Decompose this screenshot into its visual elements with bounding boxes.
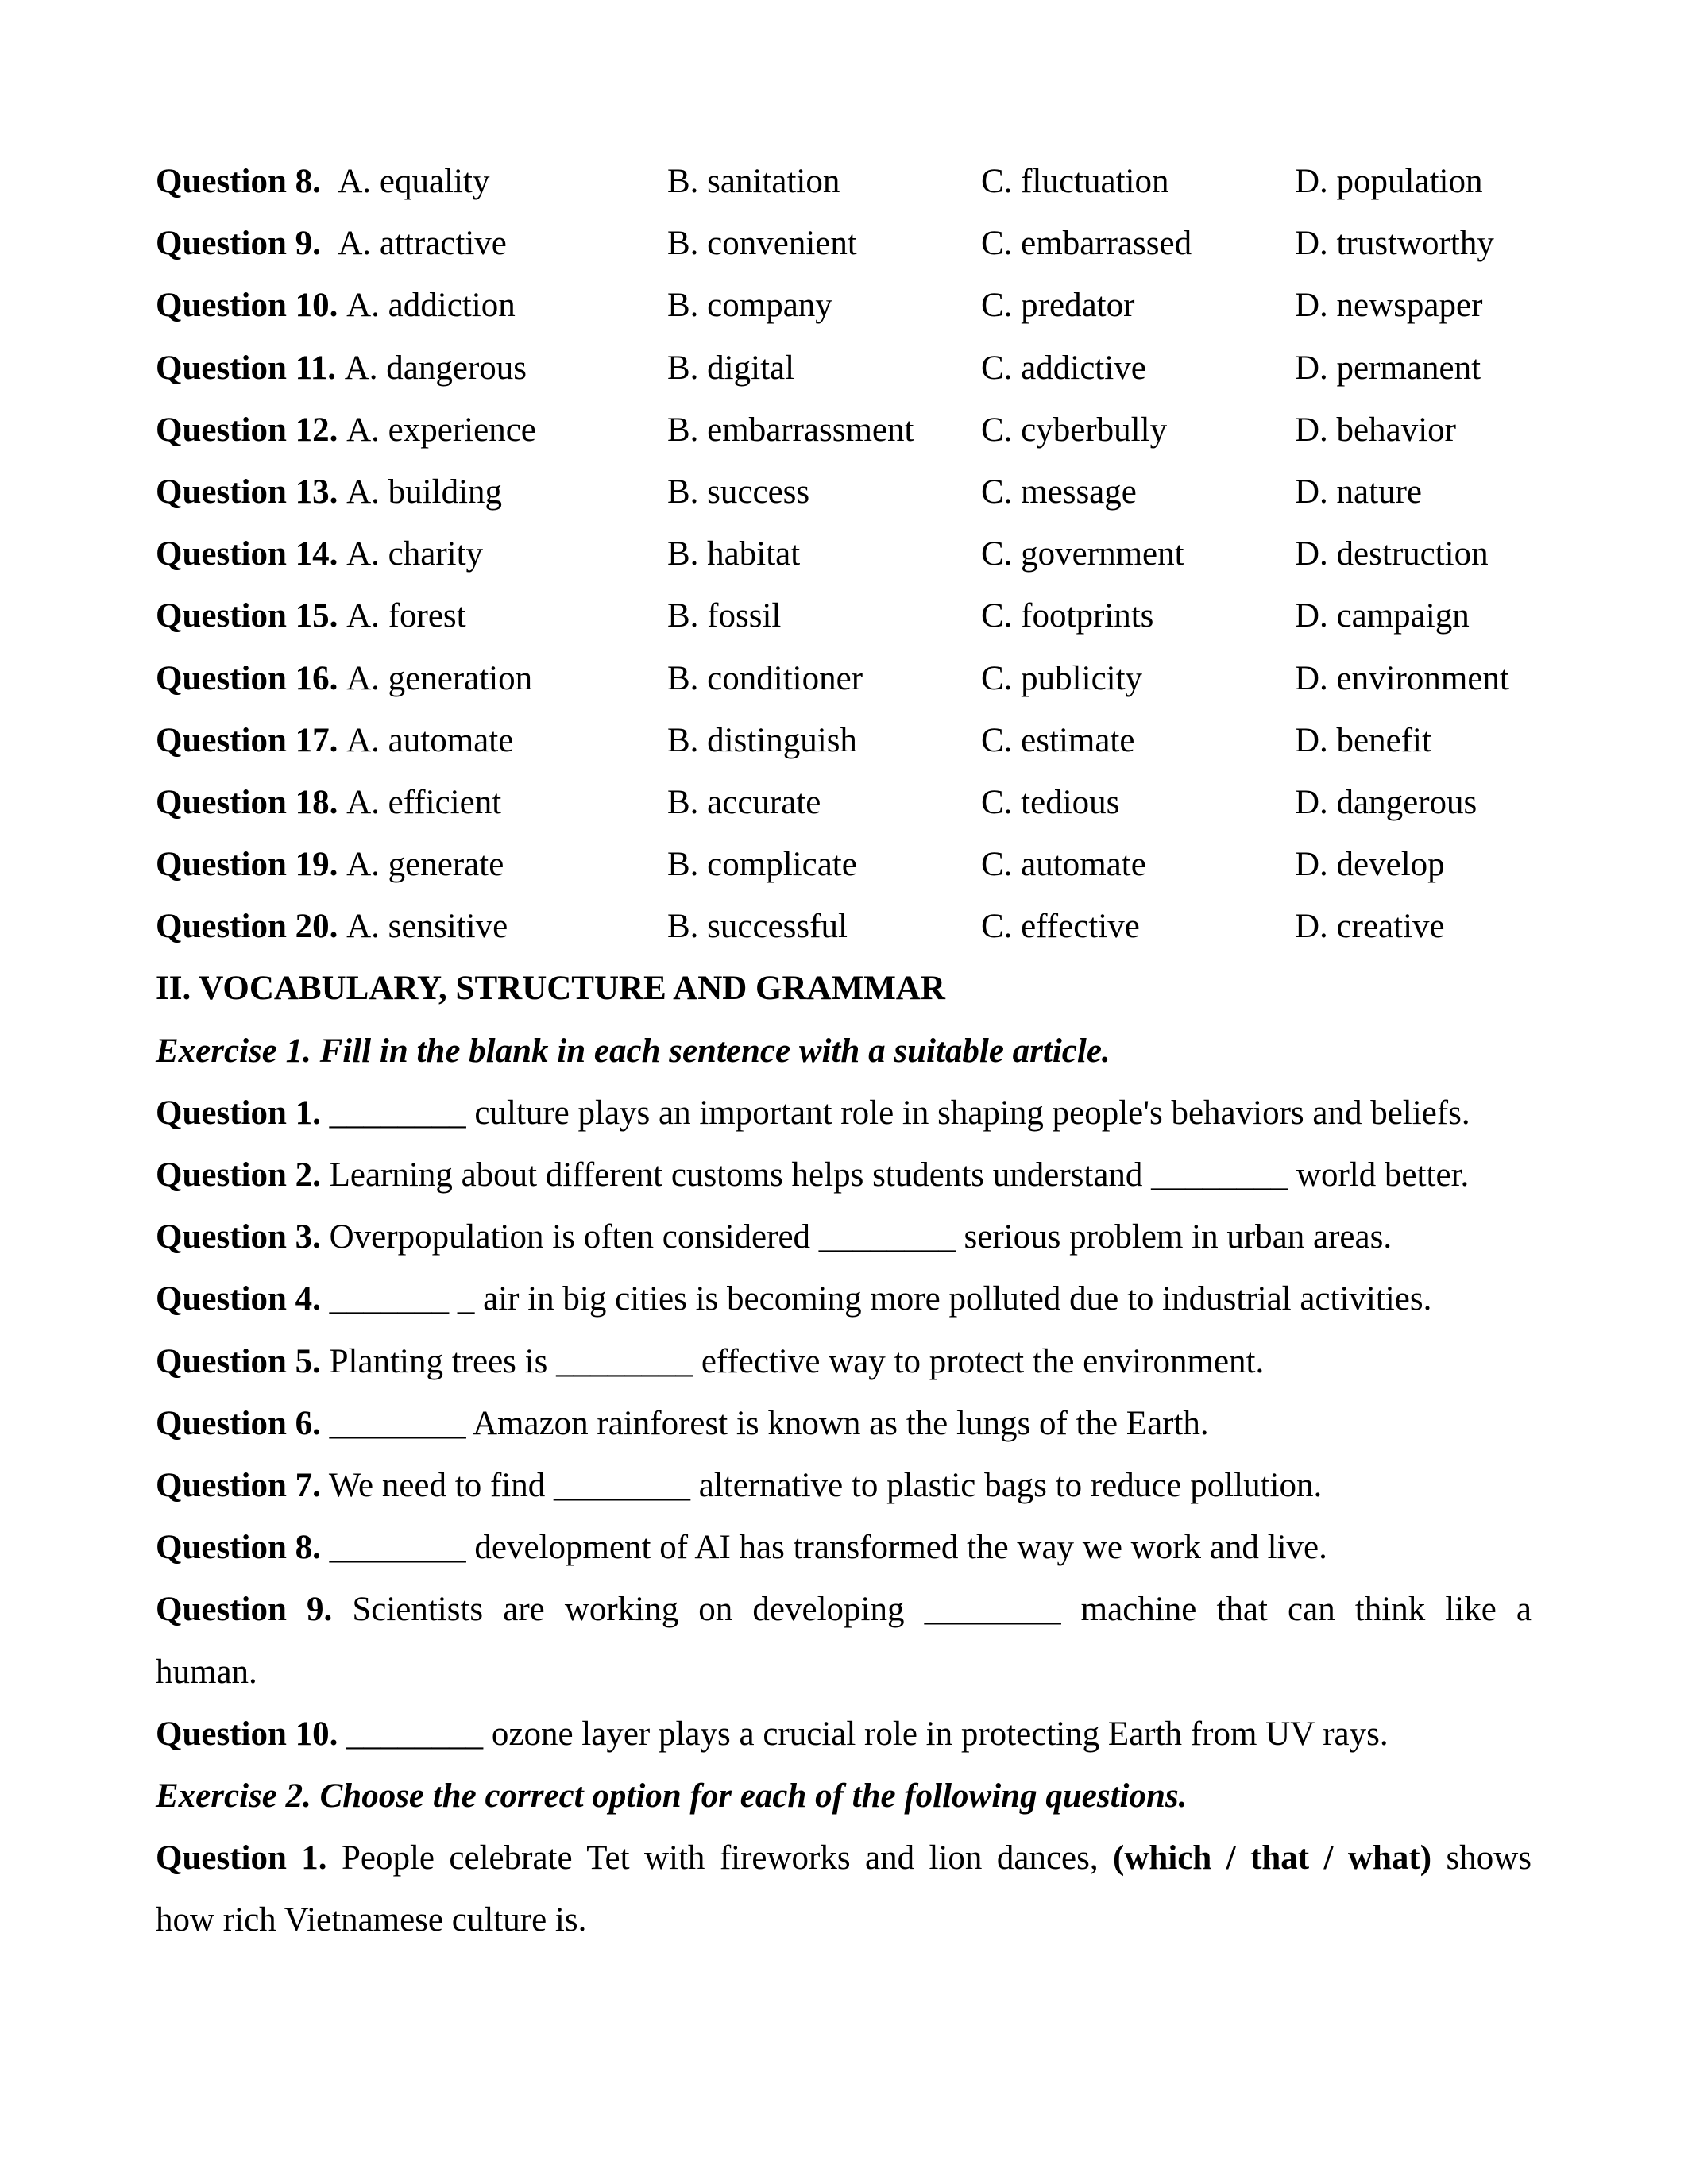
option-row [156,338,1532,399]
question-label: Question 10. [156,1715,338,1753]
question-label: Question 9. [156,225,321,263]
question-label: Question 5. [156,1342,321,1380]
option-row [156,648,1532,710]
option-b: B. habitat [667,535,801,573]
option-d: D. benefit [1295,721,1431,759]
option-a: A. efficient [346,783,502,821]
option-a-cell [156,648,532,710]
option-row [156,399,1532,461]
section-heading: II. VOCABULARY, STRUCTURE AND GRAMMAR [156,970,945,1008]
option-c: C. addictive [981,349,1146,387]
option-b: B. company [667,287,832,325]
pronunciation-options-section [156,151,1532,958]
option-a-cell [156,461,502,523]
option-b: B. sanitation [667,163,840,200]
option-b: B. embarrassment [667,411,914,449]
exercise-1-question [156,1517,1532,1579]
question-label: Question 7. [156,1466,321,1504]
option-d: D. newspaper [1295,287,1483,325]
question-label: Question 9. [156,1591,333,1629]
question-label: Question 15. [156,597,338,635]
option-row [156,461,1532,523]
option-d: D. permanent [1295,349,1481,387]
option-row [156,834,1532,896]
option-c: C. footprints [981,597,1154,635]
option-b: B. accurate [667,783,821,821]
option-row [156,275,1532,337]
question-text: ________ ozone layer plays a crucial role in protecting Earth from UV rays. [338,1715,1389,1753]
exercise-1-question-9 [156,1579,1532,1703]
question-text: Scientists are working on developing ________ machine that can think like a [332,1591,1532,1629]
option-b: B. convenient [667,225,857,263]
option-a: A. building [346,473,503,511]
option-a: A. generate [346,846,504,884]
option-a: A. charity [346,535,484,573]
answer-options: (which / that / what) [1113,1839,1432,1877]
question-text: ________ development of AI has transformed the way we work and live. [320,1529,1327,1567]
question-label: Question 11. [156,349,336,387]
exercise-1-question [156,1082,1532,1144]
option-a: A. experience [346,411,536,449]
option-c: C. predator [981,287,1135,325]
option-a: A. automate [346,721,514,759]
question-label: Question 18. [156,783,338,821]
question-text: ________ Amazon rainforest is known as the lungs of the Earth. [320,1404,1209,1442]
option-d: D. environment [1295,659,1509,697]
option-row [156,151,1532,213]
option-c: C. government [981,535,1184,573]
question-text-end: shows [1431,1839,1532,1877]
option-d: D. dangerous [1295,783,1477,821]
question-1-line-1 [156,1827,1532,1889]
option-a: A. equality [338,163,490,200]
option-d: D. creative [1295,908,1445,946]
option-d: D. nature [1295,473,1422,511]
option-a-cell [156,585,466,647]
option-c: C. effective [981,908,1140,946]
option-b: B. successful [667,908,848,946]
question-label: Question 16. [156,659,338,697]
option-a: A. generation [346,659,533,697]
option-d: D. population [1295,163,1483,200]
option-c: C. embarrassed [981,225,1192,263]
option-a-cell [156,710,513,772]
question-9-line-1 [156,1579,1532,1641]
option-a: A. addiction [346,287,516,325]
exercise-1-title: Exercise 1. Fill in the blank in each sentence with a suitable article. [156,1032,1111,1070]
question-text: Planting trees is ________ effective way to protect the environment. [320,1342,1265,1380]
option-c: C. estimate [981,721,1135,759]
question-label: Question 2. [156,1156,321,1194]
option-a: A. attractive [338,225,507,263]
option-row [156,585,1532,647]
option-d: D. behavior [1295,411,1456,449]
exercise-1-question-10 [156,1704,1532,1765]
question-text: Overpopulation is often considered ________ serious problem in urban areas. [320,1218,1393,1256]
question-label: Question 8. [156,163,321,200]
option-row [156,772,1532,834]
worksheet-page [156,151,1532,1952]
exercise-1-question [156,1393,1532,1455]
option-b: B. conditioner [667,659,863,697]
option-c: C. automate [981,846,1146,884]
option-b: B. fossil [667,597,782,635]
question-text: ________ culture plays an important role in shaping people's behaviors and beliefs. [320,1094,1470,1132]
option-d: D. destruction [1295,535,1489,573]
exercise-1-question [156,1455,1532,1517]
option-a-cell [156,399,536,461]
option-b: B. digital [667,349,795,387]
option-a-cell [156,772,501,834]
question-text: _______ _ air in big cities is becoming more polluted due to industrial activities. [320,1280,1432,1318]
question-label: Question 1. [156,1839,327,1877]
question-label: Question 8. [156,1529,321,1567]
question-text: We need to find ________ alternative to plastic bags to reduce pollution. [320,1466,1323,1504]
question-label: Question 14. [156,535,338,573]
option-a: A. forest [346,597,466,635]
option-d: D. develop [1295,846,1445,884]
question-label: Question 13. [156,473,338,511]
option-a: A. sensitive [346,908,508,946]
option-a-cell [156,275,516,337]
exercise-1-questions [156,1082,1532,1580]
question-9-line-2: human. [156,1653,257,1691]
option-c: C. publicity [981,659,1143,697]
exercise-1-question [156,1268,1532,1330]
option-c: C. message [981,473,1137,511]
exercise-2-question-1 [156,1827,1532,1951]
option-a-cell [156,523,483,585]
question-label: Question 3. [156,1218,321,1256]
option-row [156,213,1532,275]
question-label: Question 19. [156,846,338,884]
question-label: Question 1. [156,1094,321,1132]
exercise-1-question [156,1331,1532,1393]
question-label: Question 20. [156,908,338,946]
option-c: C. tedious [981,783,1120,821]
option-b: B. complicate [667,846,857,884]
option-a-cell [156,834,504,896]
question-label: Question 6. [156,1404,321,1442]
option-a-cell [156,896,508,958]
question-label: Question 12. [156,411,338,449]
exercise-1-question [156,1144,1532,1206]
option-a-cell [156,338,527,399]
question-1-line-2: how rich Vietnamese culture is. [156,1901,587,1939]
question-label: Question 17. [156,721,338,759]
option-row [156,710,1532,772]
option-c: C. fluctuation [981,163,1169,200]
option-b: B. success [667,473,810,511]
option-c: C. cyberbully [981,411,1168,449]
exercise-2-title: Exercise 2. Choose the correct option for each of the following questions. [156,1777,1188,1815]
option-row [156,523,1532,585]
question-label: Question 10. [156,287,338,325]
question-text: People celebrate Tet with fireworks and lion dances, [326,1839,1114,1877]
option-a-cell [156,151,489,213]
exercise-1-question [156,1206,1532,1268]
option-row [156,896,1532,958]
option-d: D. campaign [1295,597,1470,635]
option-a-cell [156,213,507,275]
question-text: Learning about different customs helps students understand ________ world better. [320,1156,1470,1194]
option-b: B. distinguish [667,721,857,759]
option-a: A. dangerous [344,349,527,387]
option-d: D. trustworthy [1295,225,1494,263]
question-label: Question 4. [156,1280,321,1318]
